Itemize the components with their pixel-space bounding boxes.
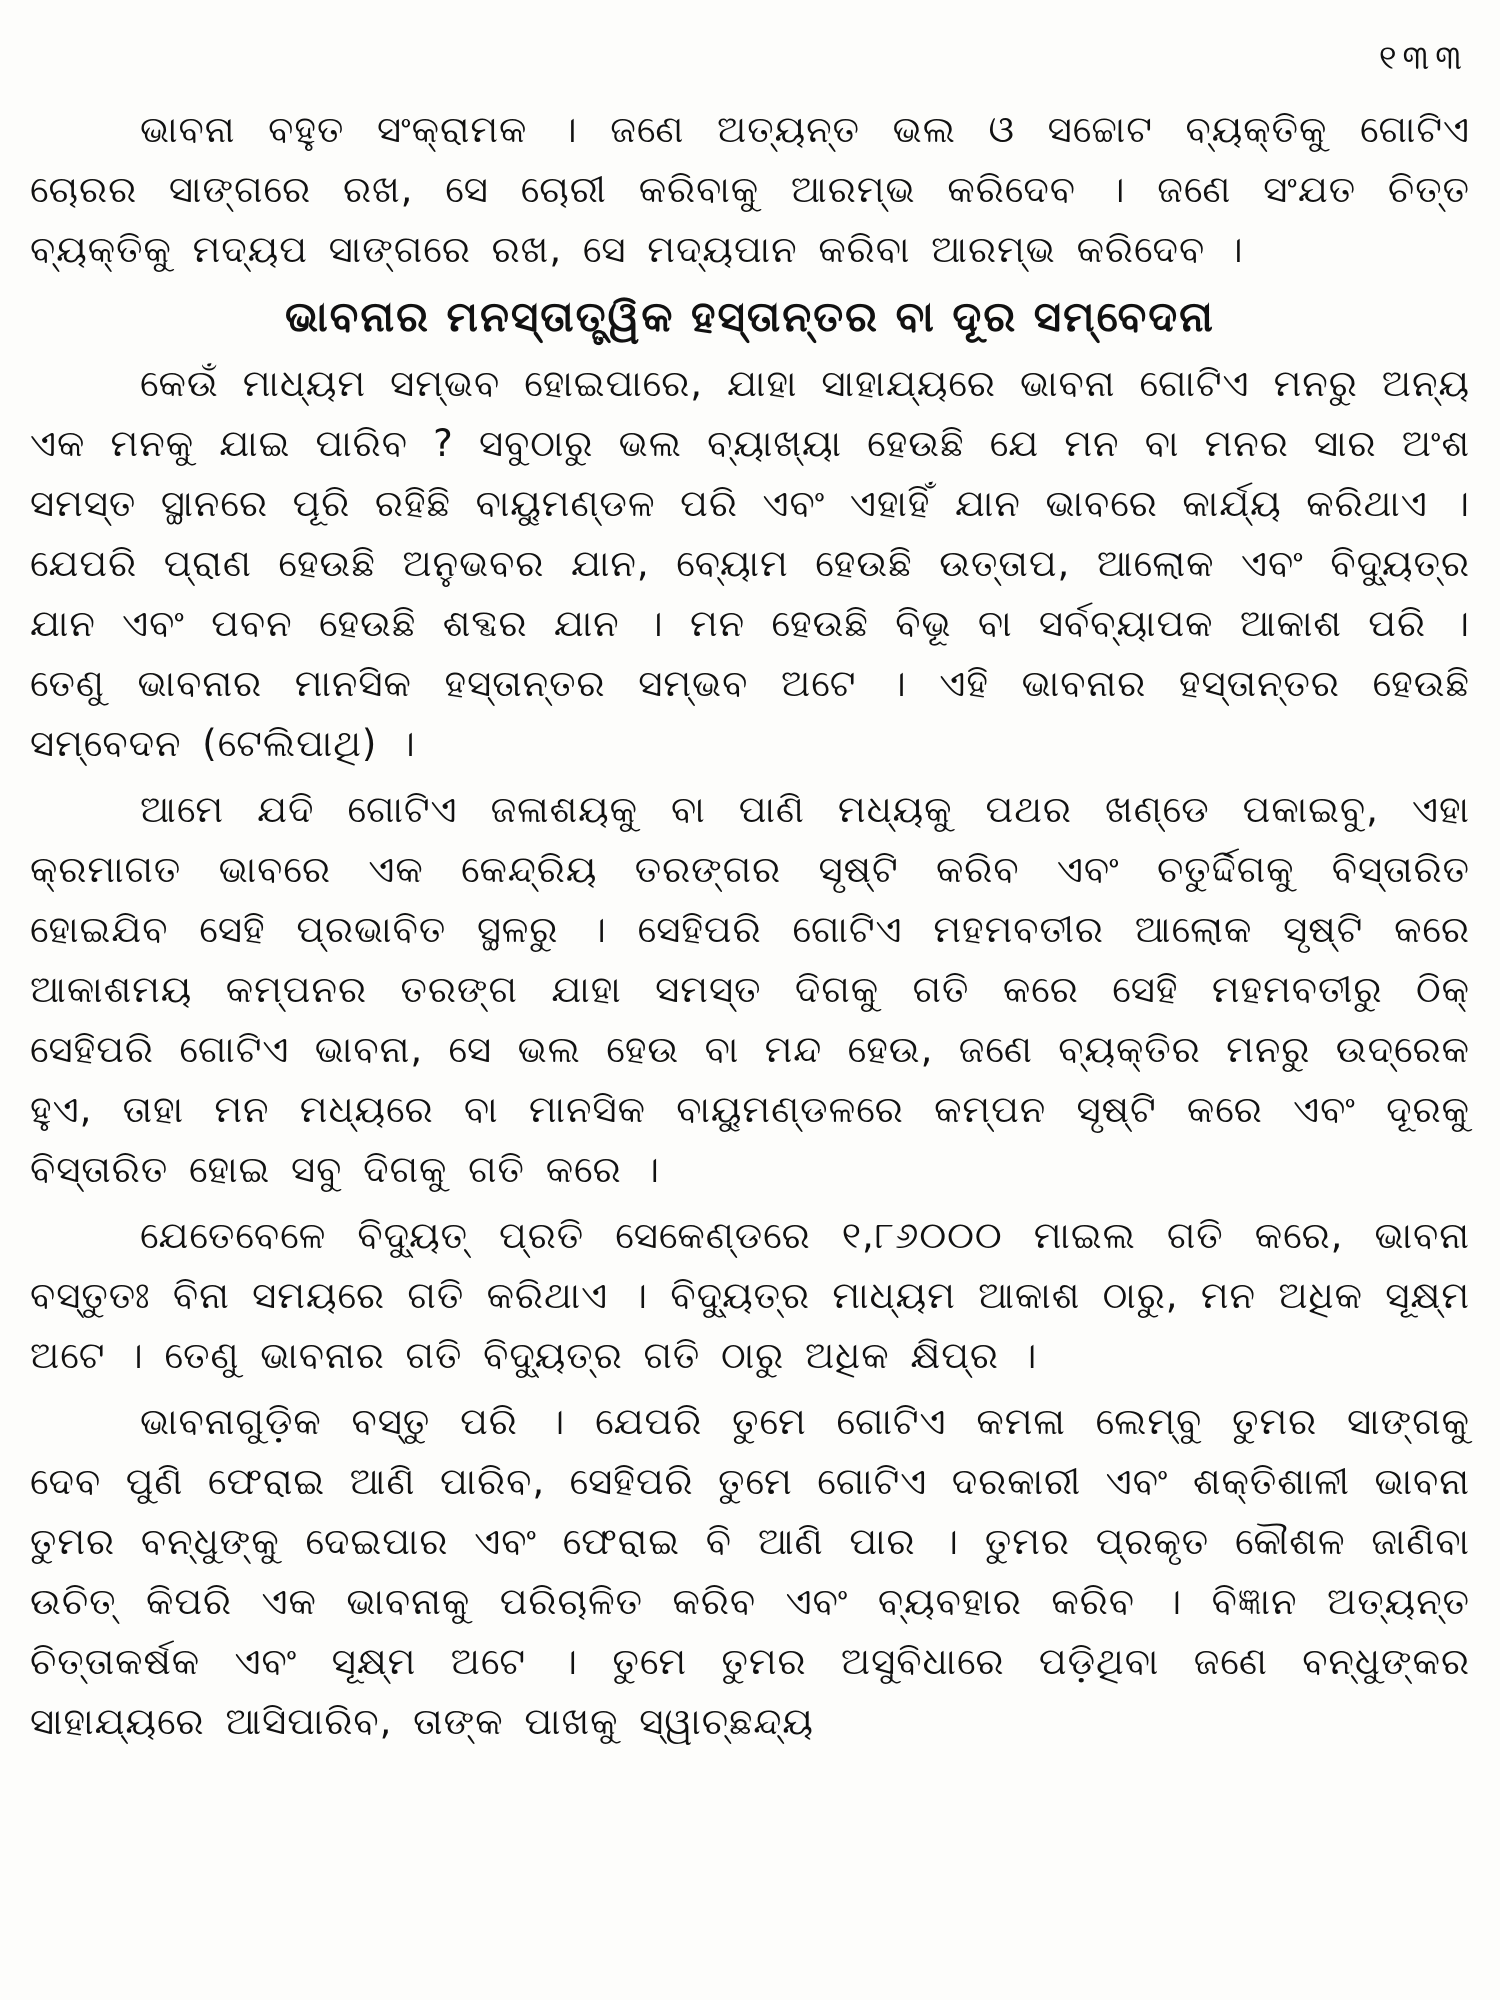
section-heading: ଭାବନାର ମନସ୍ତାତ୍ତ୍ୱିକ ହସ୍ତାନ୍ତର ବା ଦୂର ସମ୍ବେଦନା [285, 292, 1215, 341]
paragraph-speed-of-thought: ଯେତେବେଳେ ବିଦ୍ୟୁତ୍ ପ୍ରତି ସେକେଣ୍ଡରେ ୧,୮୬୦୦୦ ମାଇଲ ଗତି କରେ, ଭାବନା ବସ୍ତୁତଃ ବିନା ସମୟରେ ଗତି କରିଥାଏ । ବିଦ୍ୟୁତ୍‌ର ମାଧ୍ୟମ ଆକାଶ ଠାରୁ, ମନ ଅଧିକ ସୂକ୍ଷ୍ମ ଅଟେ । ତେଣୁ ଭାବନାର ଗତି ବିଦ୍ୟୁତ୍‌ର ଗତି ଠାରୁ ଅଧିକ କ୍ଷିପ୍ର । [30, 1214, 1470, 1377]
paragraph-waves: ଆମେ ଯଦି ଗୋଟିଏ ଜଳାଶୟକୁ ବା ପାଣି ମଧ୍ୟକୁ ପଥର ଖଣ୍ଡେ ପକାଇବୁ, ଏହା କ୍ରମାଗତ ଭାବରେ ଏକ କେନ୍ଦ୍ରିୟ ତରଙ୍ଗର ସୃଷ୍ଟି କରିବ ଏବଂ ଚତୁର୍ଦ୍ଦିଗକୁ ବିସ୍ତାରିତ ହୋଇଯିବ ସେହି ପ୍ରଭାବିତ ସ୍ଥଳରୁ । ସେହିପରି ଗୋଟିଏ ମହମବତୀର ଆଲୋକ ସୃଷ୍ଟି କରେ ଆକାଶମୟ କମ୍ପନର ତରଙ୍ଗ ଯାହା ସମସ୍ତ ଦିଗକୁ ଗତି କରେ ସେହି ମହମବତୀରୁ ଠିକ୍ ସେହିପରି ଗୋଟିଏ ଭାବନା, ସେ ଭଲ ହେଉ ବା ମନ୍ଦ ହେଉ, ଜଣେ ବ୍ୟକ୍ତିର ମନରୁ ଉଦ୍ରେକ ହୁଏ, ତାହା ମନ ମଧ୍ୟରେ ବା ମାନସିକ ବାୟୁମଣ୍ଡଳରେ କମ୍ପନ ସୃଷ୍ଟି କରେ ଏବଂ ଦୂରକୁ ବିସ୍ତାରିତ ହୋଇ ସବୁ ଦିଗକୁ ଗତି କରେ । [30, 788, 1470, 1191]
paragraph-telepathy-medium: କେଉଁ ମାଧ୍ୟମ ସମ୍ଭବ ହୋଇପାରେ, ଯାହା ସାହାଯ୍ୟରେ ଭାବନା ଗୋଟିଏ ମନରୁ ଅନ୍ୟ ଏକ ମନକୁ ଯାଇ ପାରିବ ? ସବୁଠାରୁ ଭଲ ବ୍ୟାଖ୍ୟା ହେଉଛି ଯେ ମନ ବା ମନର ସାର ଅଂଶ ସମସ୍ତ ସ୍ଥାନରେ ପୂରି ରହିଛି ବାୟୁମଣ୍ଡଳ ପରି ଏବଂ ଏହାହିଁ ଯାନ ଭାବରେ କାର୍ଯ୍ୟ କରିଥାଏ । ଯେପରି ପ୍ରାଣ ହେଉଛି ଅନୁଭବର ଯାନ, ବ୍ୟୋମ ହେଉଛି ଉତ୍ତାପ, ଆଲୋକ ଏବଂ ବିଦ୍ୟୁତ୍‌ର ଯାନ ଏବଂ ପବନ ହେଉଛି ଶବ୍ଦର ଯାନ । ମନ ହେଉଛି ବିଭୂ ବା ସର୍ବବ୍ୟାପକ ଆକାଶ ପରି । ତେଣୁ ଭାବନାର ମାନସିକ ହସ୍ତାନ୍ତର ସମ୍ଭବ ଅଟେ । ଏହି ଭାବନାର ହସ୍ତାନ୍ତର ହେଉଛି ସମ୍ବେଦନ (ଟେଲିପାଥି) । [30, 362, 1470, 765]
page-body [30, 100, 1470, 1758]
page-number: ୧୩୩ [1378, 38, 1468, 78]
paragraph-thoughts-as-things: ଭାବନାଗୁଡ଼ିକ ବସ୍ତୁ ପରି । ଯେପରି ତୁମେ ଗୋଟିଏ କମଳା ଲେମ୍ବୁ ତୁମର ସାଙ୍ଗକୁ ଦେବ ପୁଣି ଫେରାଇ ଆଣି ପାରିବ, ସେହିପରି ତୁମେ ଗୋଟିଏ ଦରକାରୀ ଏବଂ ଶକ୍ତିଶାଳୀ ଭାବନା ତୁମର ବନ୍ଧୁଙ୍କୁ ଦେଇପାର ଏବଂ ଫେରାଇ ବି ଆଣି ପାର । ତୁମର ପ୍ରକୃତ କୌଶଳ ଜାଣିବା ଉଚିତ୍ କିପରି ଏକ ଭାବନାକୁ ପରିଚାଳିତ କରିବ ଏବଂ ବ୍ୟବହାର କରିବ । ବିଜ୍ଞାନ ଅତ୍ୟନ୍ତ ଚିତ୍ତାକର୍ଷକ ଏବଂ ସୂକ୍ଷ୍ମ ଅଟେ । ତୁମେ ତୁମର ଅସୁବିଧାରେ ପଡ଼ିଥିବା ଜଣେ ବନ୍ଧୁଙ୍କର ସାହାଯ୍ୟରେ ଆସିପାରିବ, ତାଙ୍କ ପାଖକୁ ସ୍ୱାଚ୍ଛନ୍ଦ୍ୟ [30, 1400, 1470, 1743]
intro-paragraph: ଭାବନା ବହୁତ ସଂକ୍ରାମକ । ଜଣେ ଅତ୍ୟନ୍ତ ଭଲ ଓ ସଚ୍ଚୋଟ ବ୍ୟକ୍ତିକୁ ଗୋଟିଏ ଚୋରର ସାଙ୍ଗରେ ରଖ, ସେ ଚୋରୀ କରିବାକୁ ଆରମ୍ଭ କରିଦେବ । ଜଣେ ସଂଯତ ଚିତ୍ତ ବ୍ୟକ୍ତିକୁ ମଦ୍ୟପ ସାଙ୍ଗରେ ରଖ, ସେ ମଦ୍ୟପାନ କରିବା ଆରମ୍ଭ କରିଦେବ । [30, 108, 1470, 271]
